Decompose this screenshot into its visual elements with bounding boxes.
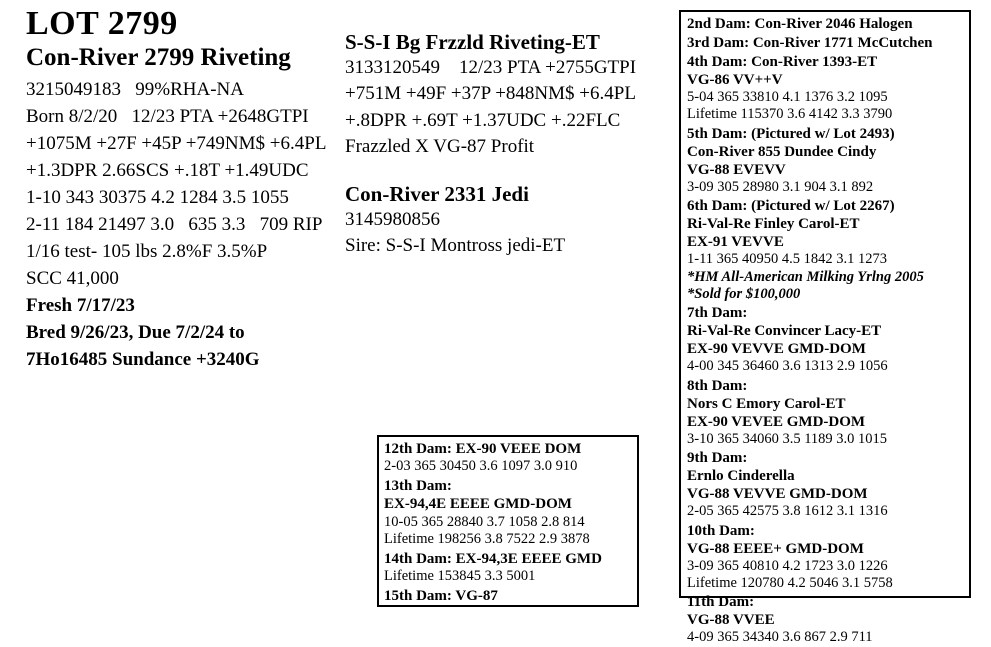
pedigree-entry-record: Lifetime 153845 3.3 5001 [384,568,536,585]
animal-detail-line: 7Ho16485 Sundance +3240G [26,349,260,371]
pedigree-entry-record: 10-05 365 28840 3.7 1058 2.8 814 [384,513,585,530]
sire-detail-line: Frazzled X VG-87 Profit [345,135,535,157]
sire-detail-line: +751M +49F +37P +848NM$ +6.4PL [345,83,636,105]
pedigree-entry [687,197,963,303]
pedigree-entry-title: Ri-Val-Re Finley Carol-ET [687,216,860,233]
pedigree-entry-record: Lifetime 120780 4.2 5046 3.1 5758 [687,574,893,591]
pedigree-entry-title: VG-88 EVEVV [687,161,786,178]
pedigree-entry [384,550,632,586]
pedigree-entry-title: 13th Dam: [384,477,452,494]
pedigree-entry-title: EX-90 VEVVE GMD-DOM [687,341,866,358]
pedigree-entry-title: Con-River 855 Dundee Cindy [687,143,877,160]
pedigree-entry-title: Nors C Emory Carol-ET [687,395,846,412]
animal-detail-line: Bred 9/26/23, Due 7/2/24 to [26,322,245,344]
pedigree-entry-title: EX-94,4E EEEE GMD-DOM [384,496,572,513]
pedigree-entry-title: 8th Dam: [687,377,748,394]
lot-summary-panel [26,6,326,374]
sire-panel [345,30,665,260]
animal-detail-line: 1/16 test- 105 lbs 2.8%F 3.5%P [26,241,268,263]
pedigree-entry-title: VG-86 VV++V [687,72,783,88]
pedigree-entry-note: *HM All-American Milking Yrlng 2005 [687,268,924,285]
animal-detail-line: 2-11 184 21497 3.0 635 3.3 709 RIP [26,214,323,236]
animal-detail-line: +1075M +27F +45P +749NM$ +6.4PL [26,133,327,155]
pedigree-entry [384,477,632,549]
pedigree-entry [687,522,963,593]
pedigree-entry-title: Ri-Val-Re Convincer Lacy-ET [687,323,882,340]
dam-sire-detail-list [345,207,665,259]
animal-detail-line: SCC 41,000 [26,268,119,290]
pedigree-list [687,15,963,647]
pedigree-entry-title: 9th Dam: [687,450,748,467]
animal-detail-line: 3215049183 99%RHA-NA [26,79,244,101]
pedigree-entry-record: 2-03 365 30450 3.6 1097 3.0 910 [384,458,578,475]
lower-pedigree-list [384,440,632,605]
sire-detail-line: 3133120549 12/23 PTA +2755GTPI [345,57,637,79]
dam-sire-detail-line: 3145980856 [345,209,440,231]
pedigree-entry-title: 6th Dam: (Pictured w/ Lot 2267) [687,198,895,215]
pedigree-entry-record: 5-04 365 33810 4.1 1376 3.2 1095 [687,89,888,105]
pedigree-entry-title: VG-88 VEVVE GMD-DOM [687,486,868,503]
pedigree-entry [384,440,632,476]
pedigree-entry [687,53,963,124]
pedigree-entry-title: 2nd Dam: Con-River 2046 Halogen [687,16,913,32]
sire-name: S-S-I Bg Frzzld Riveting-ET [345,30,600,54]
pedigree-entry-title: VG-88 EEEE+ GMD-DOM [687,540,864,557]
pedigree-entry-record: Lifetime 115370 3.6 4142 3.3 3790 [687,106,893,123]
pedigree-entry-title: 14th Dam: EX-94,3E EEEE GMD [384,550,602,567]
pedigree-entry-title: Ernlo Cinderella [687,468,795,485]
sire-detail-line: +.8DPR +.69T +1.37UDC +.22FLC [345,109,621,131]
pedigree-entry [687,304,963,375]
pedigree-entry-title: 3rd Dam: Con-River 1771 McCutchen [687,35,933,51]
sire-detail-list [345,55,665,160]
pedigree-entry-title: 4th Dam: Con-River 1393-ET [687,54,878,70]
pedigree-entry-record: 3-10 365 34060 3.5 1189 3.0 1015 [687,430,888,447]
pedigree-entry-title: 15th Dam: VG-87 [384,587,498,604]
pedigree-entry-record: 4-00 345 36460 3.6 1313 2.9 1056 [687,358,888,375]
dam-sire-name: Con-River 2331 Jedi [345,182,529,207]
pedigree-entry [687,593,963,646]
animal-detail-line: +1.3DPR 2.66SCS +.18T +1.49UDC [26,160,309,182]
animal-detail-line: Fresh 7/17/23 [26,295,135,317]
pedigree-entry-note: *Sold for $100,000 [687,285,801,302]
pedigree-entry-record: 3-09 305 28980 3.1 904 3.1 892 [687,178,874,195]
dam-sire-detail-line: Sire: S-S-I Montross jedi-ET [345,235,566,257]
pedigree-entry-title: 11th Dam: [687,594,755,611]
pedigree-entry-title: 5th Dam: (Pictured w/ Lot 2493) [687,125,895,142]
pedigree-entry [687,15,963,33]
pedigree-entry-record: 4-09 365 34340 3.6 867 2.9 711 [687,629,873,646]
pedigree-entry-title: VG-88 VVEE [687,612,775,629]
pedigree-entry-record: 1-11 365 40950 4.5 1842 3.1 1273 [687,251,888,268]
pedigree-entry-title: EX-90 VEVEE GMD-DOM [687,413,866,430]
pedigree-entry-title: 12th Dam: EX-90 VEEE DOM [384,441,582,457]
pedigree-entry [687,34,963,52]
pedigree-entry-title: 7th Dam: [687,305,748,322]
animal-detail-line: 1-10 343 30375 4.2 1284 3.5 1055 [26,187,289,209]
lot-number-title: LOT 2799 [26,5,178,42]
animal-name: Con-River 2799 Riveting [26,43,291,71]
pedigree-entry-title: EX-91 VEVVE [687,234,784,251]
pedigree-entry-record: 2-05 365 42575 3.8 1612 3.1 1316 [687,503,888,520]
lower-pedigree-box [377,435,639,607]
pedigree-entry-record: 3-09 365 40810 4.2 1723 3.0 1226 [687,557,888,574]
pedigree-entry [687,449,963,520]
pedigree-entry-record: Lifetime 198256 3.8 7522 2.9 3878 [384,531,590,548]
pedigree-entry [687,377,963,448]
animal-detail-line: Born 8/2/20 12/23 PTA +2648GTPI [26,106,309,128]
pedigree-box [679,10,971,646]
pedigree-entry [687,125,963,196]
pedigree-entry [384,587,632,605]
pedigree-entry-title: 10th Dam: [687,522,755,539]
animal-detail-list [26,77,326,374]
